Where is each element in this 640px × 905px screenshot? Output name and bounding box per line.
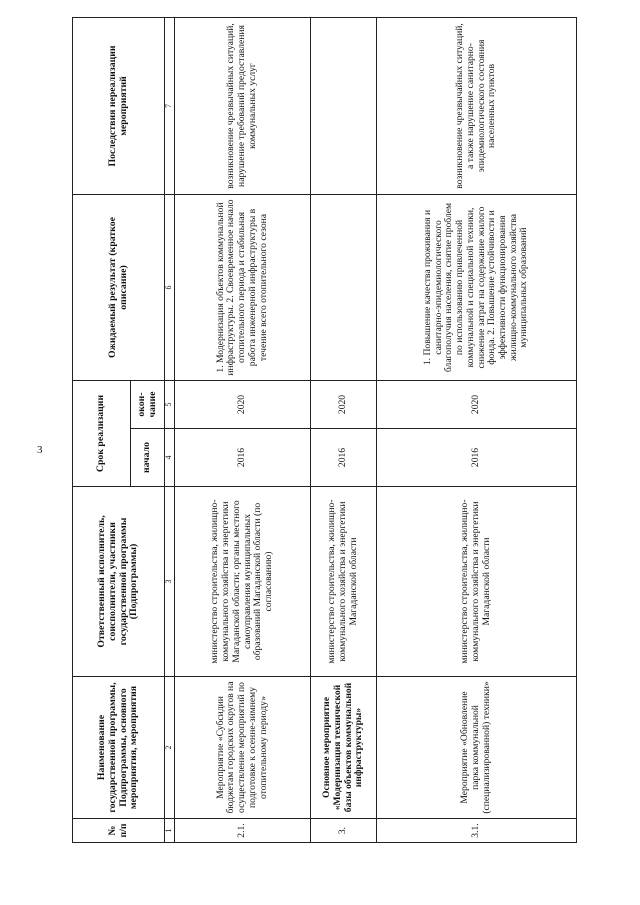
header-num: № п/п: [73, 819, 165, 843]
column-number: 6: [165, 195, 175, 381]
row-name: Мероприятие «Субсидии бюджетам городских округов на осуществление мероприятий по подготовке к осенне-зимнему отопительному периоду»: [175, 677, 311, 819]
row-num: 2.1.: [175, 819, 311, 843]
header-consequences: Последствия нереализации мероприятий: [73, 18, 165, 195]
column-number-row: [165, 18, 175, 843]
row-start: 2016: [377, 429, 577, 487]
row-consequences: [311, 18, 377, 195]
header-result: Ожидаемый результат (краткое описание): [73, 195, 165, 381]
row-result: 1. Повышение качества проживания и санитарно-эпидемиологического благополучия населения, снятие проблем по использованию привлеченной коммунальной и специальной техники, снижение затрат на содержание жилого фонда. 2. Повышение устойчивости и эффективности функционирования жилищно-коммунального хозяйства муниципальных образований: [377, 195, 577, 381]
row-end: 2020: [311, 381, 377, 429]
row-consequences: возникновение чрезвычайных ситуаций, а также нарушение санитарно-эпидемиологического состояния населенных пунктов: [377, 18, 577, 195]
row-num: 3.: [311, 819, 377, 843]
row-end: 2020: [377, 381, 577, 429]
row-result: [311, 195, 377, 381]
table-row: [311, 18, 377, 843]
row-end: 2020: [175, 381, 311, 429]
row-executor: министерство строительства, жилищно-коммунального хозяйства и энергетики Магаданской области; органы местного самоуправления муниципальных образований Магаданской области (по согласованию): [175, 487, 311, 677]
rotated-table-container: [72, 18, 577, 843]
header-row: [73, 18, 131, 843]
column-number: 2: [165, 677, 175, 819]
header-end: окон-чание: [131, 381, 165, 429]
row-name: Основное мероприятие «Модернизация технической базы объектов коммунальной инфраструктуры»: [311, 677, 377, 819]
column-number: 3: [165, 487, 175, 677]
row-executor: министерство строительства, жилищно-коммунального хозяйства и энергетики Магаданской области: [377, 487, 577, 677]
table-row: [175, 18, 311, 843]
row-num: 3.1.: [377, 819, 577, 843]
row-result: 1. Модернизация объектов коммунальной инфраструктуры. 2. Своевременное начало отопительного периода и стабильная работа инженерной инфраструктуры в течение всего отопительного сезона: [175, 195, 311, 381]
row-start: 2016: [175, 429, 311, 487]
column-number: 1: [165, 819, 175, 843]
row-executor: министерство строительства, жилищно-коммунального хозяйства и энергетики Магаданской области: [311, 487, 377, 677]
column-number: 4: [165, 429, 175, 487]
column-number: 5: [165, 381, 175, 429]
header-start: начало: [131, 429, 165, 487]
row-name: Мероприятие «Обновление парка коммунальной (специализированной) техники»: [377, 677, 577, 819]
table-row: [377, 18, 577, 843]
row-consequences: возникновение чрезвычайных ситуаций, нарушение требований предоставления коммунальных услуг: [175, 18, 311, 195]
column-number: 7: [165, 18, 175, 195]
program-table: [72, 17, 577, 843]
header-name: Наименование государственной программы, Подпрограммы, основного мероприятия, мероприятия: [73, 677, 165, 819]
header-executor: Ответственный исполнитель, соисполнители, участники государственной программы (Подпрограммы): [73, 487, 165, 677]
header-period: Срок реализации: [73, 381, 131, 487]
row-start: 2016: [311, 429, 377, 487]
page-number: 3: [37, 444, 43, 456]
